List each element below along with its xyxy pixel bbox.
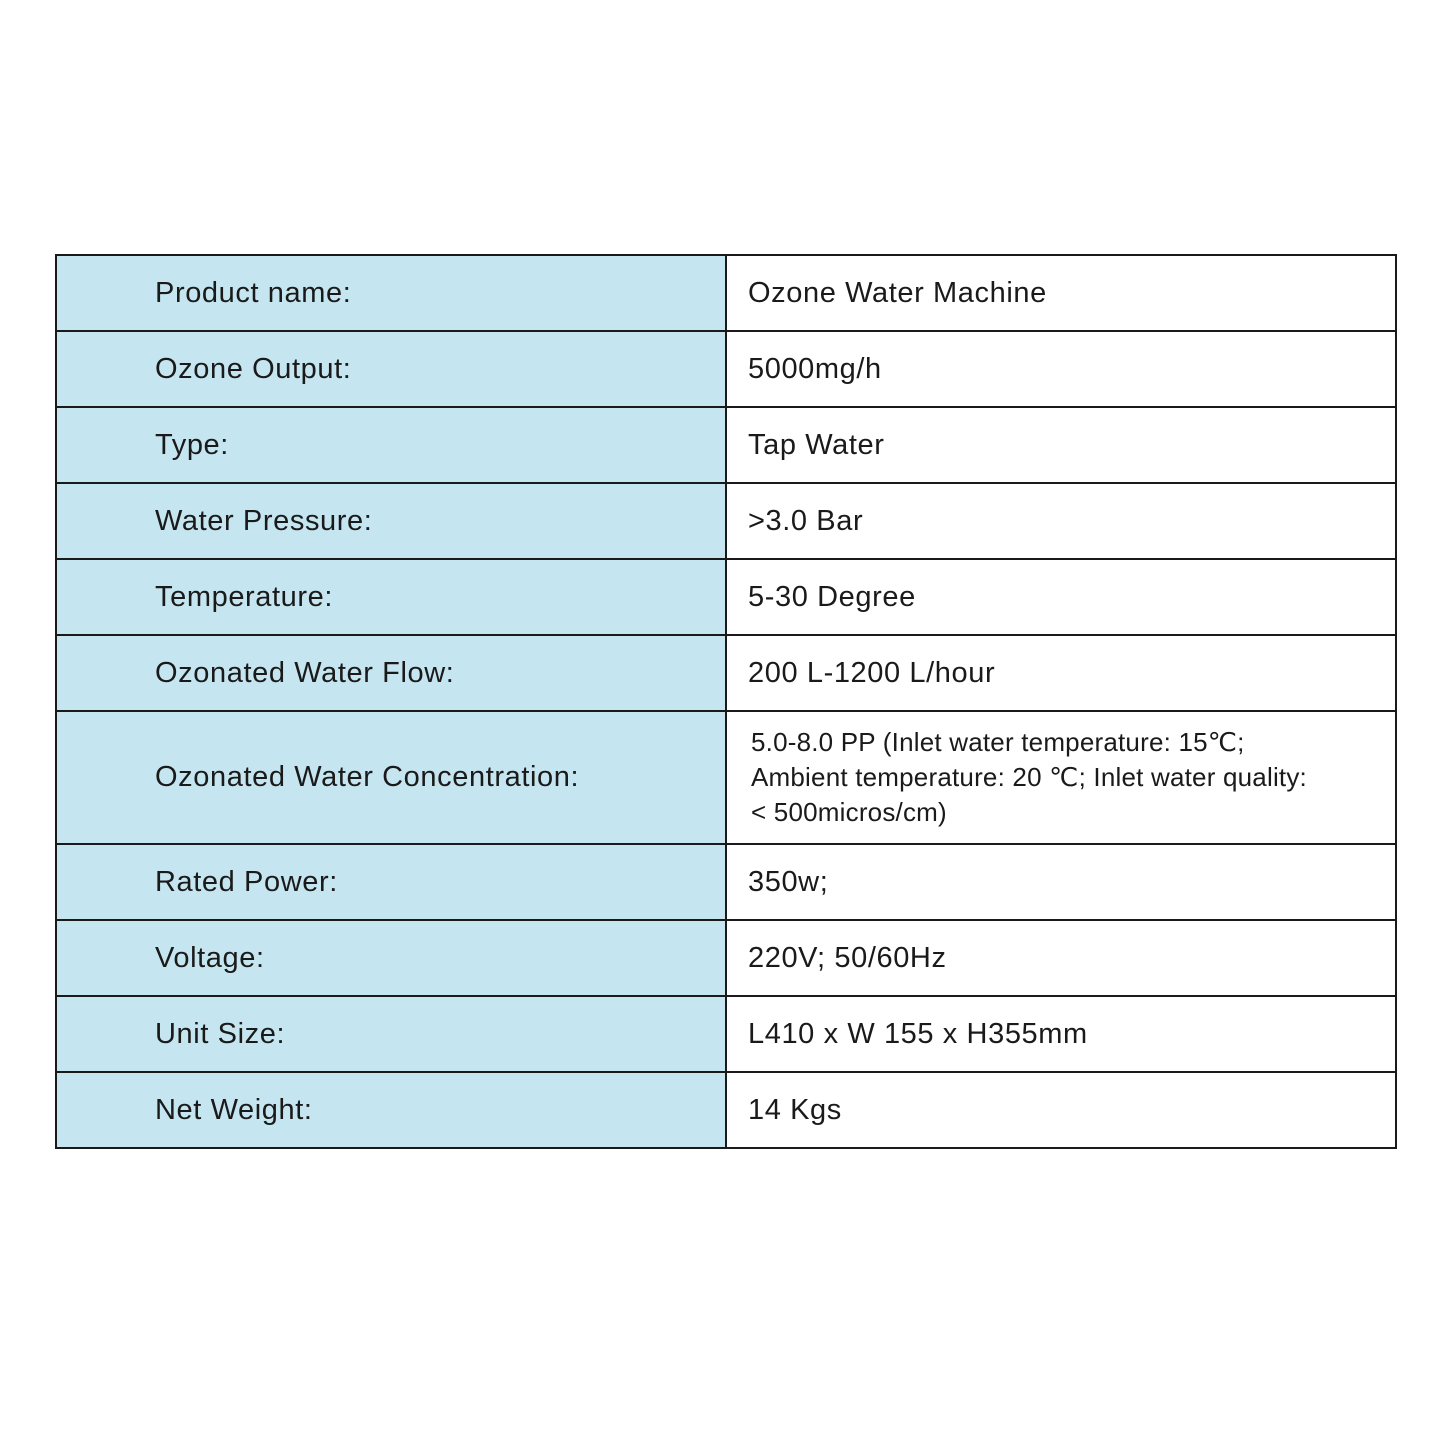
spec-value: >3.0 Bar [726, 483, 1396, 559]
spec-label: Type: [56, 407, 726, 483]
spec-value-line: 5.0-8.0 PP (Inlet water temperature: 15℃; [751, 727, 1245, 757]
table-row [56, 844, 1396, 920]
spec-label: Product name: [56, 255, 726, 331]
spec-label: Rated Power: [56, 844, 726, 920]
table-row [56, 996, 1396, 1072]
spec-label: Net Weight: [56, 1072, 726, 1148]
table-row [56, 483, 1396, 559]
table-row [56, 331, 1396, 407]
spec-label: Water Pressure: [56, 483, 726, 559]
spec-value: 5000mg/h [726, 331, 1396, 407]
table-row [56, 407, 1396, 483]
spec-label: Ozonated Water Concentration: [56, 711, 726, 844]
spec-label: Voltage: [56, 920, 726, 996]
spec-value: L410 x W 155 x H355mm [726, 996, 1396, 1072]
spec-value-line: < 500micros/cm) [751, 797, 947, 827]
table-row [56, 635, 1396, 711]
spec-label: Ozonated Water Flow: [56, 635, 726, 711]
table-row [56, 920, 1396, 996]
spec-value-multiline [726, 711, 1396, 844]
spec-table [55, 254, 1397, 1149]
table-row [56, 559, 1396, 635]
spec-value: 220V; 50/60Hz [726, 920, 1396, 996]
spec-label: Unit Size: [56, 996, 726, 1072]
spec-label: Ozone Output: [56, 331, 726, 407]
spec-value: 350w; [726, 844, 1396, 920]
table-row [56, 711, 1396, 844]
spec-value: Tap Water [726, 407, 1396, 483]
spec-label: Temperature: [56, 559, 726, 635]
table-row [56, 255, 1396, 331]
spec-value: 14 Kgs [726, 1072, 1396, 1148]
spec-value: 200 L-1200 L/hour [726, 635, 1396, 711]
table-row [56, 1072, 1396, 1148]
spec-value: 5-30 Degree [726, 559, 1396, 635]
spec-value: Ozone Water Machine [726, 255, 1396, 331]
spec-value-line: Ambient temperature: 20 ℃; Inlet water quality: [751, 762, 1307, 792]
